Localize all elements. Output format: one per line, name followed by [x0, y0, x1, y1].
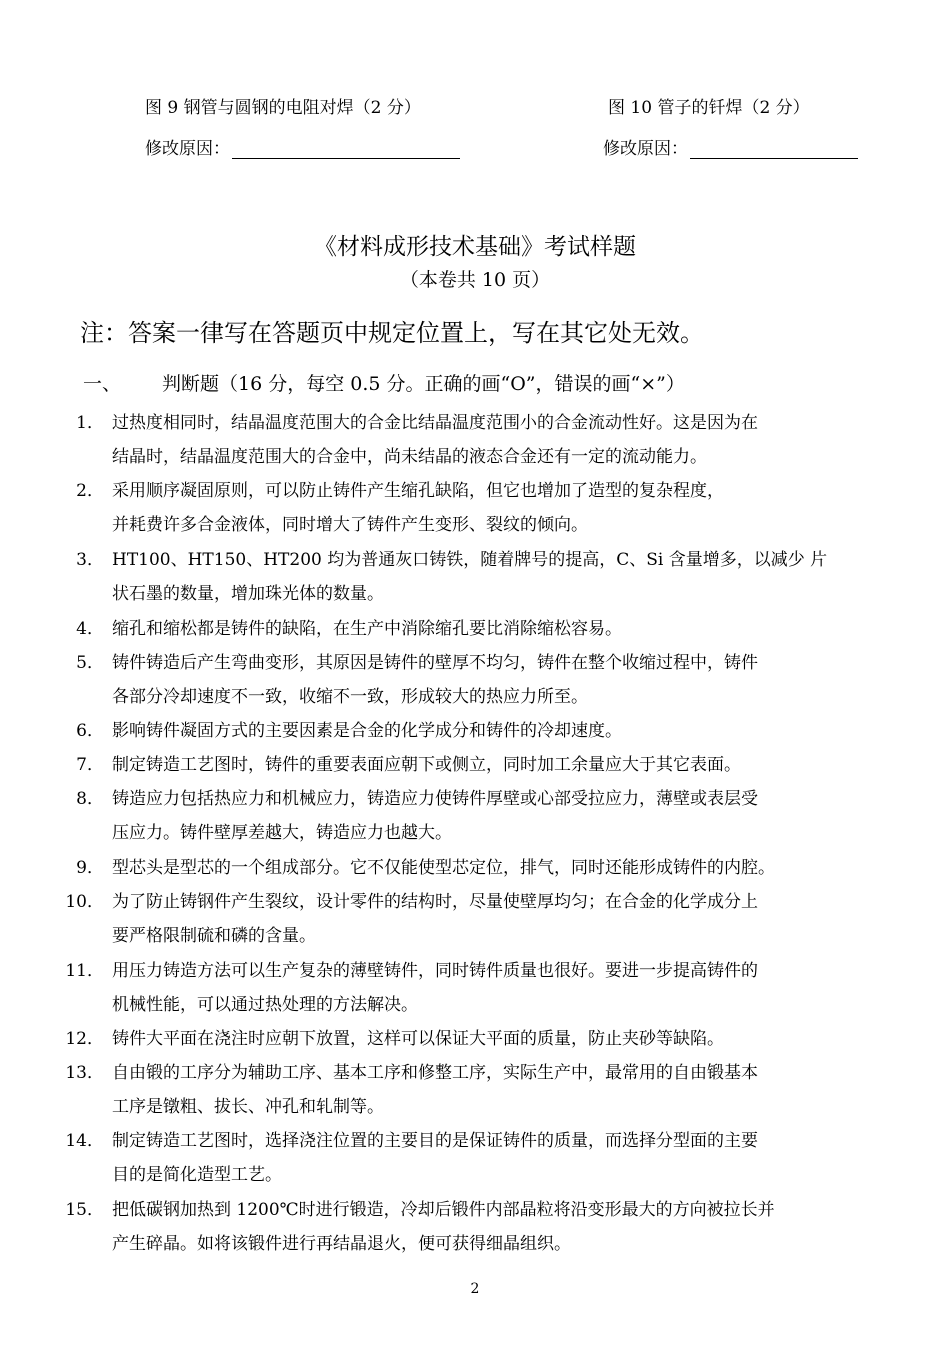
question-number: 12．: [65, 1029, 104, 1049]
question-text-line: 铸造应力包括热应力和机械应力，铸造应力使铸件厚壁或心部受拉应力，薄壁或表层受: [112, 789, 758, 809]
question-text-line: 过热度相同时，结晶温度范围大的合金比结晶温度范围小的合金流动性好。这是因为在: [112, 413, 758, 433]
question-number: 6．: [76, 721, 104, 741]
question-text-line: 状石墨的数量，增加珠光体的数量。: [112, 584, 384, 604]
question-text-line: 制定铸造工艺图时，选择浇注位置的主要目的是保证铸件的质量，而选择分型面的主要: [112, 1131, 758, 1151]
question-text-line: 目的是简化造型工艺。: [112, 1165, 282, 1185]
section-number: 一、: [83, 373, 122, 395]
question-text-line: 型芯头是型芯的一个组成部分。它不仅能使型芯定位，排气，同时还能形成铸件的内腔。: [112, 858, 775, 878]
reason-right: [603, 134, 858, 159]
question-text-line: 工序是镦粗、拔长、冲孔和轧制等。: [112, 1097, 384, 1117]
question-text-line: 用压力铸造方法可以生产复杂的薄壁铸件，同时铸件质量也很好。要进一步提高铸件的: [112, 961, 758, 981]
question-text-line: 影响铸件凝固方式的主要因素是合金的化学成分和铸件的冷却速度。: [112, 721, 622, 741]
question-number: 9．: [76, 858, 104, 878]
exam-subtitle: （本卷共 10 页）: [399, 269, 551, 291]
page-number: 2: [470, 1281, 480, 1297]
question-number: 8．: [76, 789, 104, 809]
question-number: 15．: [65, 1200, 104, 1220]
question-text-line: 各部分冷却速度不一致，收缩不一致，形成较大的热应力所至。: [112, 687, 588, 707]
question-text-line: 结晶时，结晶温度范围大的合金中，尚未结晶的液态合金还有一定的流动能力。: [112, 447, 707, 467]
question-text-line: 采用顺序凝固原则，可以防止铸件产生缩孔缺陷，但它也增加了造型的复杂程度，: [112, 481, 724, 501]
question-number: 14．: [65, 1131, 104, 1151]
question-number: 3．: [76, 550, 104, 570]
question-text-line: 缩孔和缩松都是铸件的缺陷，在生产中消除缩孔要比消除缩松容易。: [112, 619, 622, 639]
exam-title: 《材料成形技术基础》考试样题: [314, 234, 636, 260]
question-text-line: 把低碳钢加热到 1200℃时进行锻造，冷却后锻件内部晶粒将沿变形最大的方向被拉长并: [112, 1200, 775, 1220]
reason-right-blank[interactable]: [690, 140, 858, 159]
question-text-line: 要严格限制硫和磷的含量。: [112, 926, 316, 946]
question-text-line: HT100、HT150、HT200 均为普通灰口铸铁，随着牌号的提高，C、Si 含量增多，以减少 片: [112, 550, 828, 570]
question-number: 2．: [76, 481, 104, 501]
question-number: 11．: [65, 961, 104, 981]
question-text-line: 自由锻的工序分为辅助工序、基本工序和修整工序，实际生产中，最常用的自由锻基本: [112, 1063, 758, 1083]
question-number: 13．: [65, 1063, 104, 1083]
reason-left: [145, 134, 460, 159]
question-number: 7．: [76, 755, 104, 775]
question-number: 5．: [76, 653, 104, 673]
reason-left-label: 修改原因：: [145, 139, 230, 159]
question-text-line: 铸件铸造后产生弯曲变形，其原因是铸件的壁厚不均匀，铸件在整个收缩过程中，铸件: [112, 653, 758, 673]
question-number: 4．: [76, 619, 104, 639]
question-text-line: 产生碎晶。如将该锻件进行再结晶退火，便可获得细晶组织。: [112, 1234, 571, 1254]
question-text-line: 为了防止铸钢件产生裂纹，设计零件的结构时，尽量使壁厚均匀；在合金的化学成分上: [112, 892, 758, 912]
question-text-line: 压应力。铸件壁厚差越大，铸造应力也越大。: [112, 823, 452, 843]
question-text-line: 并耗费许多合金液体，同时增大了铸件产生变形、裂纹的倾向。: [112, 515, 588, 535]
section-heading: 判断题（16 分，每空 0.5 分。正确的画“O”，错误的画“×”）: [162, 373, 685, 395]
reason-right-label: 修改原因：: [603, 139, 688, 159]
reason-left-blank[interactable]: [232, 140, 460, 159]
figure-9-caption: 图 9 钢管与圆钢的电阻对焊（2 分）: [145, 98, 421, 118]
answer-notice: 注：答案一律写在答题页中规定位置上，写在其它处无效。: [80, 319, 704, 347]
figure-10-caption: 图 10 管子的钎焊（2 分）: [608, 98, 810, 118]
question-number: 10．: [65, 892, 104, 912]
question-text-line: 机械性能，可以通过热处理的方法解决。: [112, 995, 418, 1015]
question-text-line: 铸件大平面在浇注时应朝下放置，这样可以保证大平面的质量，防止夹砂等缺陷。: [112, 1029, 724, 1049]
question-text-line: 制定铸造工艺图时，铸件的重要表面应朝下或侧立，同时加工余量应大于其它表面。: [112, 755, 741, 775]
question-number: 1．: [76, 413, 104, 433]
